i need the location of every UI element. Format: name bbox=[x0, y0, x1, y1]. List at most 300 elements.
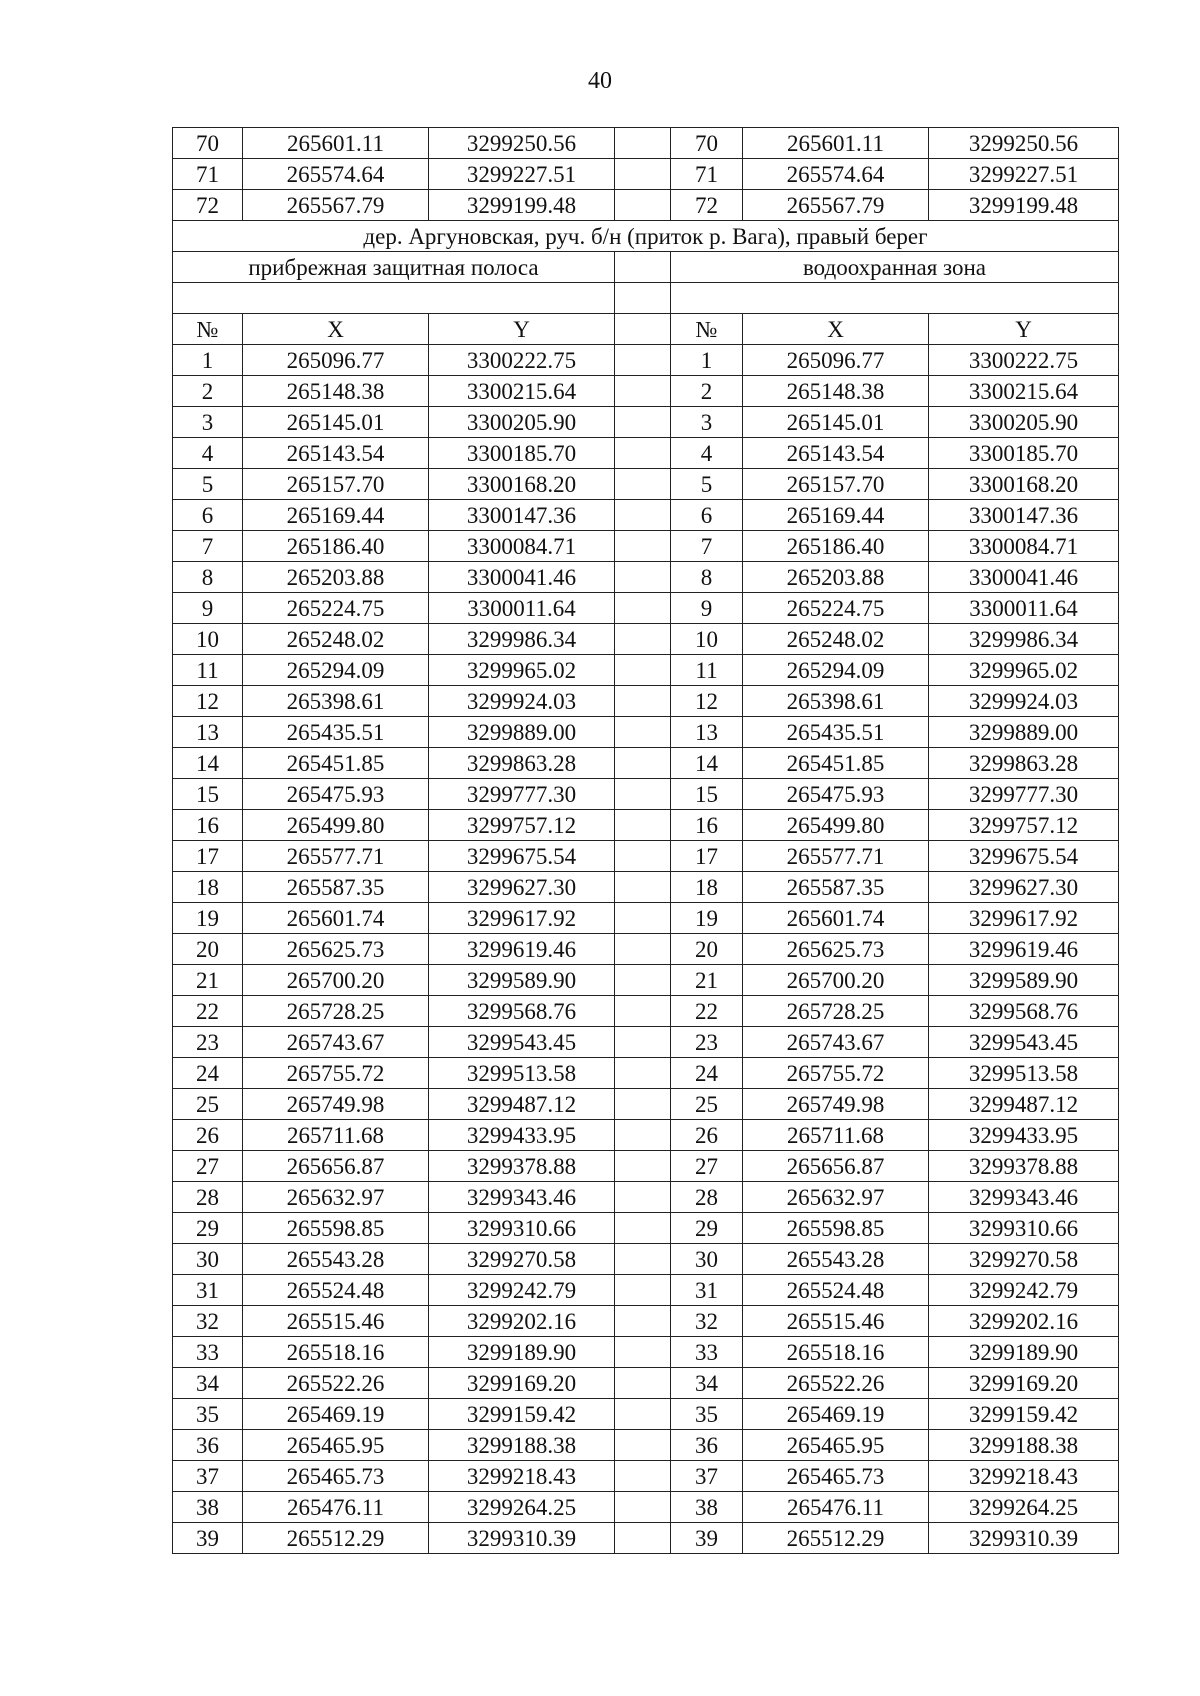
cell-num-right: 1 bbox=[671, 345, 743, 376]
row-gap bbox=[615, 1461, 671, 1492]
cell-y-right: 3299202.16 bbox=[929, 1306, 1119, 1337]
section-title: дер. Аргуновская, руч. б/н (приток р. Вага), правый берег bbox=[173, 221, 1119, 252]
cell-num-left: 29 bbox=[173, 1213, 243, 1244]
cell-num-right: 6 bbox=[671, 500, 743, 531]
cell-y-left: 3300168.20 bbox=[429, 469, 615, 500]
cell-num-left: 36 bbox=[173, 1430, 243, 1461]
col-y-left: Y bbox=[429, 314, 615, 345]
cell-y-right: 3300168.20 bbox=[929, 469, 1119, 500]
cell-x-left: 265451.85 bbox=[243, 748, 429, 779]
cell-y-left: 3299202.16 bbox=[429, 1306, 615, 1337]
cell-x-right: 265465.73 bbox=[743, 1461, 929, 1492]
cell-num-right: 21 bbox=[671, 965, 743, 996]
cell-x-left: 265476.11 bbox=[243, 1492, 429, 1523]
row-gap bbox=[615, 531, 671, 562]
cell-y-right: 3300011.64 bbox=[929, 593, 1119, 624]
cell-num-left: 30 bbox=[173, 1244, 243, 1275]
table-row bbox=[173, 345, 1119, 376]
row-gap bbox=[615, 1523, 671, 1554]
cell-x-right: 265728.25 bbox=[743, 996, 929, 1027]
cell-x-left: 265587.35 bbox=[243, 872, 429, 903]
cell-num-left: 14 bbox=[173, 748, 243, 779]
row-gap bbox=[615, 717, 671, 748]
cell-num-right: 17 bbox=[671, 841, 743, 872]
table-row bbox=[173, 779, 1119, 810]
cell-x-left: 265148.38 bbox=[243, 376, 429, 407]
table-row bbox=[173, 376, 1119, 407]
cell-y-right: 3299675.54 bbox=[929, 841, 1119, 872]
cell-x-right: 265522.26 bbox=[743, 1368, 929, 1399]
cell-x-left: 265601.11 bbox=[243, 128, 429, 159]
table-row bbox=[173, 686, 1119, 717]
cell-x-left: 265186.40 bbox=[243, 531, 429, 562]
row-gap bbox=[615, 1244, 671, 1275]
cell-y-left: 3299617.92 bbox=[429, 903, 615, 934]
cell-y-left: 3299965.02 bbox=[429, 655, 615, 686]
cell-num-left: 2 bbox=[173, 376, 243, 407]
cell-y-right: 3299589.90 bbox=[929, 965, 1119, 996]
cell-num-right: 12 bbox=[671, 686, 743, 717]
cell-num-left: 3 bbox=[173, 407, 243, 438]
cell-num-right: 10 bbox=[671, 624, 743, 655]
cell-y-right: 3300185.70 bbox=[929, 438, 1119, 469]
table-row bbox=[173, 1027, 1119, 1058]
cell-num-right: 25 bbox=[671, 1089, 743, 1120]
cell-num-left: 35 bbox=[173, 1399, 243, 1430]
cell-num-right: 13 bbox=[671, 717, 743, 748]
table-row bbox=[173, 903, 1119, 934]
table-row bbox=[173, 531, 1119, 562]
cell-x-left: 265522.26 bbox=[243, 1368, 429, 1399]
head-rows bbox=[173, 128, 1119, 221]
cell-x-right: 265157.70 bbox=[743, 469, 929, 500]
cell-num-left: 21 bbox=[173, 965, 243, 996]
cell-num-right: 5 bbox=[671, 469, 743, 500]
table-row bbox=[173, 996, 1119, 1027]
row-gap bbox=[615, 562, 671, 593]
cell-num-left: 23 bbox=[173, 1027, 243, 1058]
cell-y-right: 3299188.38 bbox=[929, 1430, 1119, 1461]
cell-x-right: 265625.73 bbox=[743, 934, 929, 965]
cell-num-right: 72 bbox=[671, 190, 743, 221]
cell-y-left: 3299270.58 bbox=[429, 1244, 615, 1275]
cell-y-left: 3300147.36 bbox=[429, 500, 615, 531]
cell-num-left: 39 bbox=[173, 1523, 243, 1554]
row-gap bbox=[615, 1275, 671, 1306]
cell-y-left: 3300222.75 bbox=[429, 345, 615, 376]
cell-num-right: 9 bbox=[671, 593, 743, 624]
data-rows bbox=[173, 345, 1119, 1554]
cell-num-right: 26 bbox=[671, 1120, 743, 1151]
col-y-right: Y bbox=[929, 314, 1119, 345]
cell-num-right: 4 bbox=[671, 438, 743, 469]
table-row bbox=[173, 1089, 1119, 1120]
row-gap bbox=[615, 686, 671, 717]
cell-y-left: 3299777.30 bbox=[429, 779, 615, 810]
cell-num-left: 16 bbox=[173, 810, 243, 841]
cell-x-right: 265656.87 bbox=[743, 1151, 929, 1182]
cell-x-left: 265755.72 bbox=[243, 1058, 429, 1089]
cell-num-left: 9 bbox=[173, 593, 243, 624]
cell-y-left: 3299986.34 bbox=[429, 624, 615, 655]
cell-x-right: 265515.46 bbox=[743, 1306, 929, 1337]
cell-y-left: 3299199.48 bbox=[429, 190, 615, 221]
cell-num-right: 24 bbox=[671, 1058, 743, 1089]
cell-num-right: 34 bbox=[671, 1368, 743, 1399]
cell-y-right: 3299433.95 bbox=[929, 1120, 1119, 1151]
table-row bbox=[173, 1430, 1119, 1461]
cell-y-left: 3299378.88 bbox=[429, 1151, 615, 1182]
heading-gap bbox=[615, 252, 671, 283]
cell-num-left: 71 bbox=[173, 159, 243, 190]
cell-y-right: 3299270.58 bbox=[929, 1244, 1119, 1275]
cell-y-right: 3299627.30 bbox=[929, 872, 1119, 903]
row-gap bbox=[615, 841, 671, 872]
cell-num-right: 31 bbox=[671, 1275, 743, 1306]
row-gap bbox=[615, 1213, 671, 1244]
section-header bbox=[173, 221, 1119, 345]
row-gap bbox=[615, 593, 671, 624]
cell-y-left: 3299433.95 bbox=[429, 1120, 615, 1151]
blank-gap bbox=[615, 283, 671, 314]
cell-num-left: 4 bbox=[173, 438, 243, 469]
cell-x-left: 265294.09 bbox=[243, 655, 429, 686]
col-num-right: № bbox=[671, 314, 743, 345]
cell-x-left: 265601.74 bbox=[243, 903, 429, 934]
cell-y-right: 3299227.51 bbox=[929, 159, 1119, 190]
cell-x-right: 265518.16 bbox=[743, 1337, 929, 1368]
cell-num-left: 20 bbox=[173, 934, 243, 965]
cell-num-right: 35 bbox=[671, 1399, 743, 1430]
row-gap bbox=[615, 779, 671, 810]
cell-x-right: 265601.74 bbox=[743, 903, 929, 934]
cell-y-right: 3299264.25 bbox=[929, 1492, 1119, 1523]
cell-y-right: 3300084.71 bbox=[929, 531, 1119, 562]
cell-x-left: 265700.20 bbox=[243, 965, 429, 996]
row-gap bbox=[615, 965, 671, 996]
cell-x-right: 265749.98 bbox=[743, 1089, 929, 1120]
cell-x-left: 265656.87 bbox=[243, 1151, 429, 1182]
cell-y-left: 3299310.39 bbox=[429, 1523, 615, 1554]
table-row bbox=[173, 1151, 1119, 1182]
cell-x-left: 265169.44 bbox=[243, 500, 429, 531]
cell-y-right: 3299863.28 bbox=[929, 748, 1119, 779]
cell-y-right: 3299199.48 bbox=[929, 190, 1119, 221]
cell-num-left: 70 bbox=[173, 128, 243, 159]
cell-num-right: 3 bbox=[671, 407, 743, 438]
cell-num-right: 70 bbox=[671, 128, 743, 159]
cell-y-right: 3299543.45 bbox=[929, 1027, 1119, 1058]
cell-num-right: 15 bbox=[671, 779, 743, 810]
cell-num-left: 31 bbox=[173, 1275, 243, 1306]
cell-y-left: 3299589.90 bbox=[429, 965, 615, 996]
cell-x-left: 265574.64 bbox=[243, 159, 429, 190]
row-gap bbox=[615, 872, 671, 903]
cell-num-left: 38 bbox=[173, 1492, 243, 1523]
cell-y-right: 3300215.64 bbox=[929, 376, 1119, 407]
cell-num-left: 19 bbox=[173, 903, 243, 934]
cell-x-right: 265743.67 bbox=[743, 1027, 929, 1058]
cell-num-right: 22 bbox=[671, 996, 743, 1027]
cell-x-right: 265294.09 bbox=[743, 655, 929, 686]
cell-x-right: 265169.44 bbox=[743, 500, 929, 531]
cell-y-left: 3299169.20 bbox=[429, 1368, 615, 1399]
table-row bbox=[173, 1492, 1119, 1523]
cell-x-right: 265567.79 bbox=[743, 190, 929, 221]
cell-num-left: 7 bbox=[173, 531, 243, 562]
cell-y-left: 3299159.42 bbox=[429, 1399, 615, 1430]
table-row bbox=[173, 1120, 1119, 1151]
cell-x-right: 265465.95 bbox=[743, 1430, 929, 1461]
cell-y-right: 3299965.02 bbox=[929, 655, 1119, 686]
row-gap bbox=[615, 1027, 671, 1058]
row-gap bbox=[615, 1430, 671, 1461]
cell-num-left: 28 bbox=[173, 1182, 243, 1213]
cell-x-right: 265435.51 bbox=[743, 717, 929, 748]
row-gap bbox=[615, 407, 671, 438]
row-gap bbox=[615, 1058, 671, 1089]
cell-x-left: 265524.48 bbox=[243, 1275, 429, 1306]
cell-num-right: 29 bbox=[671, 1213, 743, 1244]
cell-y-left: 3299889.00 bbox=[429, 717, 615, 748]
cell-y-right: 3300041.46 bbox=[929, 562, 1119, 593]
row-gap bbox=[615, 1306, 671, 1337]
cell-x-left: 265157.70 bbox=[243, 469, 429, 500]
table-row bbox=[173, 1523, 1119, 1554]
cell-y-left: 3299619.46 bbox=[429, 934, 615, 965]
table-row bbox=[173, 717, 1119, 748]
blank-row bbox=[173, 283, 1119, 314]
table-row bbox=[173, 500, 1119, 531]
cell-y-left: 3299264.25 bbox=[429, 1492, 615, 1523]
cell-num-right: 7 bbox=[671, 531, 743, 562]
cell-x-left: 265632.97 bbox=[243, 1182, 429, 1213]
cell-x-left: 265475.93 bbox=[243, 779, 429, 810]
cell-y-right: 3299777.30 bbox=[929, 779, 1119, 810]
cell-x-left: 265096.77 bbox=[243, 345, 429, 376]
cell-x-right: 265145.01 bbox=[743, 407, 929, 438]
table-row bbox=[173, 872, 1119, 903]
table-row bbox=[173, 1275, 1119, 1306]
cell-y-left: 3299227.51 bbox=[429, 159, 615, 190]
cell-y-left: 3299513.58 bbox=[429, 1058, 615, 1089]
cell-y-left: 3300185.70 bbox=[429, 438, 615, 469]
row-gap bbox=[615, 190, 671, 221]
cell-x-right: 265451.85 bbox=[743, 748, 929, 779]
table-row bbox=[173, 1058, 1119, 1089]
cell-x-right: 265143.54 bbox=[743, 438, 929, 469]
cell-y-right: 3300222.75 bbox=[929, 345, 1119, 376]
table-row bbox=[173, 438, 1119, 469]
cell-y-left: 3299343.46 bbox=[429, 1182, 615, 1213]
cell-num-right: 11 bbox=[671, 655, 743, 686]
cell-num-left: 34 bbox=[173, 1368, 243, 1399]
cell-num-left: 22 bbox=[173, 996, 243, 1027]
cell-num-right: 27 bbox=[671, 1151, 743, 1182]
cell-y-right: 3299378.88 bbox=[929, 1151, 1119, 1182]
cell-num-left: 27 bbox=[173, 1151, 243, 1182]
row-gap bbox=[615, 345, 671, 376]
cell-x-right: 265499.80 bbox=[743, 810, 929, 841]
row-gap bbox=[615, 438, 671, 469]
cell-x-right: 265755.72 bbox=[743, 1058, 929, 1089]
row-gap bbox=[615, 1399, 671, 1430]
cell-y-left: 3299242.79 bbox=[429, 1275, 615, 1306]
table-row bbox=[173, 1461, 1119, 1492]
cell-x-left: 265203.88 bbox=[243, 562, 429, 593]
cell-y-left: 3300041.46 bbox=[429, 562, 615, 593]
cell-x-right: 265574.64 bbox=[743, 159, 929, 190]
table-row bbox=[173, 1368, 1119, 1399]
cell-x-left: 265145.01 bbox=[243, 407, 429, 438]
cell-num-left: 17 bbox=[173, 841, 243, 872]
cell-num-left: 10 bbox=[173, 624, 243, 655]
cell-x-left: 265749.98 bbox=[243, 1089, 429, 1120]
cell-x-right: 265186.40 bbox=[743, 531, 929, 562]
cell-y-left: 3299487.12 bbox=[429, 1089, 615, 1120]
table-row bbox=[173, 624, 1119, 655]
table-row bbox=[173, 1306, 1119, 1337]
table-row bbox=[173, 841, 1119, 872]
cell-x-right: 265224.75 bbox=[743, 593, 929, 624]
cell-x-left: 265567.79 bbox=[243, 190, 429, 221]
cell-num-left: 13 bbox=[173, 717, 243, 748]
cell-num-right: 30 bbox=[671, 1244, 743, 1275]
cell-y-right: 3299924.03 bbox=[929, 686, 1119, 717]
cell-x-left: 265598.85 bbox=[243, 1213, 429, 1244]
cell-num-right: 36 bbox=[671, 1430, 743, 1461]
table-row bbox=[173, 562, 1119, 593]
cell-num-right: 33 bbox=[671, 1337, 743, 1368]
cell-num-left: 18 bbox=[173, 872, 243, 903]
cell-y-left: 3299250.56 bbox=[429, 128, 615, 159]
table-row bbox=[173, 128, 1119, 159]
cell-num-left: 37 bbox=[173, 1461, 243, 1492]
cell-x-right: 265598.85 bbox=[743, 1213, 929, 1244]
row-gap bbox=[615, 1089, 671, 1120]
cell-y-left: 3299757.12 bbox=[429, 810, 615, 841]
cell-num-right: 20 bbox=[671, 934, 743, 965]
cell-num-left: 25 bbox=[173, 1089, 243, 1120]
row-gap bbox=[615, 376, 671, 407]
cell-x-right: 265398.61 bbox=[743, 686, 929, 717]
cell-y-right: 3299310.66 bbox=[929, 1213, 1119, 1244]
col-gap bbox=[615, 314, 671, 345]
column-header-row bbox=[173, 314, 1119, 345]
cell-x-right: 265148.38 bbox=[743, 376, 929, 407]
cell-x-left: 265518.16 bbox=[243, 1337, 429, 1368]
table-row bbox=[173, 1244, 1119, 1275]
cell-y-left: 3299568.76 bbox=[429, 996, 615, 1027]
cell-y-right: 3299487.12 bbox=[929, 1089, 1119, 1120]
cell-x-right: 265632.97 bbox=[743, 1182, 929, 1213]
cell-x-left: 265728.25 bbox=[243, 996, 429, 1027]
cell-y-left: 3299863.28 bbox=[429, 748, 615, 779]
cell-num-right: 28 bbox=[671, 1182, 743, 1213]
cell-y-left: 3299310.66 bbox=[429, 1213, 615, 1244]
cell-x-right: 265543.28 bbox=[743, 1244, 929, 1275]
row-gap bbox=[615, 655, 671, 686]
cell-y-right: 3299159.42 bbox=[929, 1399, 1119, 1430]
cell-y-left: 3299675.54 bbox=[429, 841, 615, 872]
cell-num-left: 6 bbox=[173, 500, 243, 531]
coordinates-table bbox=[172, 127, 1119, 1554]
cell-y-right: 3299986.34 bbox=[929, 624, 1119, 655]
cell-x-right: 265512.29 bbox=[743, 1523, 929, 1554]
cell-num-left: 26 bbox=[173, 1120, 243, 1151]
cell-num-right: 71 bbox=[671, 159, 743, 190]
cell-x-left: 265224.75 bbox=[243, 593, 429, 624]
cell-x-left: 265577.71 bbox=[243, 841, 429, 872]
blank-cell-right bbox=[671, 283, 1119, 314]
cell-num-left: 12 bbox=[173, 686, 243, 717]
cell-x-left: 265743.67 bbox=[243, 1027, 429, 1058]
col-num-left: № bbox=[173, 314, 243, 345]
right-heading: водоохранная зона bbox=[671, 252, 1119, 283]
row-gap bbox=[615, 1182, 671, 1213]
cell-num-right: 19 bbox=[671, 903, 743, 934]
cell-x-left: 265543.28 bbox=[243, 1244, 429, 1275]
table-row bbox=[173, 469, 1119, 500]
cell-x-left: 265515.46 bbox=[243, 1306, 429, 1337]
cell-num-left: 24 bbox=[173, 1058, 243, 1089]
cell-y-right: 3299242.79 bbox=[929, 1275, 1119, 1306]
table-row bbox=[173, 593, 1119, 624]
cell-num-right: 18 bbox=[671, 872, 743, 903]
table-row bbox=[173, 655, 1119, 686]
cell-y-right: 3299568.76 bbox=[929, 996, 1119, 1027]
row-gap bbox=[615, 996, 671, 1027]
cell-num-left: 15 bbox=[173, 779, 243, 810]
cell-y-right: 3299218.43 bbox=[929, 1461, 1119, 1492]
table-row bbox=[173, 1213, 1119, 1244]
cell-y-left: 3299189.90 bbox=[429, 1337, 615, 1368]
cell-y-left: 3300084.71 bbox=[429, 531, 615, 562]
cell-x-left: 265398.61 bbox=[243, 686, 429, 717]
cell-x-right: 265577.71 bbox=[743, 841, 929, 872]
cell-y-right: 3299889.00 bbox=[929, 717, 1119, 748]
cell-x-right: 265475.93 bbox=[743, 779, 929, 810]
row-gap bbox=[615, 903, 671, 934]
cell-num-right: 39 bbox=[671, 1523, 743, 1554]
cell-y-right: 3299250.56 bbox=[929, 128, 1119, 159]
cell-y-left: 3299188.38 bbox=[429, 1430, 615, 1461]
cell-num-right: 16 bbox=[671, 810, 743, 841]
cell-num-left: 33 bbox=[173, 1337, 243, 1368]
cell-x-right: 265096.77 bbox=[743, 345, 929, 376]
cell-y-right: 3299189.90 bbox=[929, 1337, 1119, 1368]
table-row bbox=[173, 748, 1119, 779]
cell-x-left: 265465.73 bbox=[243, 1461, 429, 1492]
row-gap bbox=[615, 810, 671, 841]
cell-num-right: 2 bbox=[671, 376, 743, 407]
row-gap bbox=[615, 624, 671, 655]
cell-num-right: 14 bbox=[671, 748, 743, 779]
cell-x-right: 265476.11 bbox=[743, 1492, 929, 1523]
cell-num-left: 11 bbox=[173, 655, 243, 686]
cell-num-right: 23 bbox=[671, 1027, 743, 1058]
table-row bbox=[173, 159, 1119, 190]
cell-x-right: 265587.35 bbox=[743, 872, 929, 903]
blank-cell-left bbox=[173, 283, 615, 314]
cell-x-right: 265248.02 bbox=[743, 624, 929, 655]
cell-x-right: 265700.20 bbox=[743, 965, 929, 996]
cell-x-right: 265524.48 bbox=[743, 1275, 929, 1306]
cell-num-right: 37 bbox=[671, 1461, 743, 1492]
cell-x-left: 265625.73 bbox=[243, 934, 429, 965]
cell-num-left: 32 bbox=[173, 1306, 243, 1337]
row-gap bbox=[615, 128, 671, 159]
